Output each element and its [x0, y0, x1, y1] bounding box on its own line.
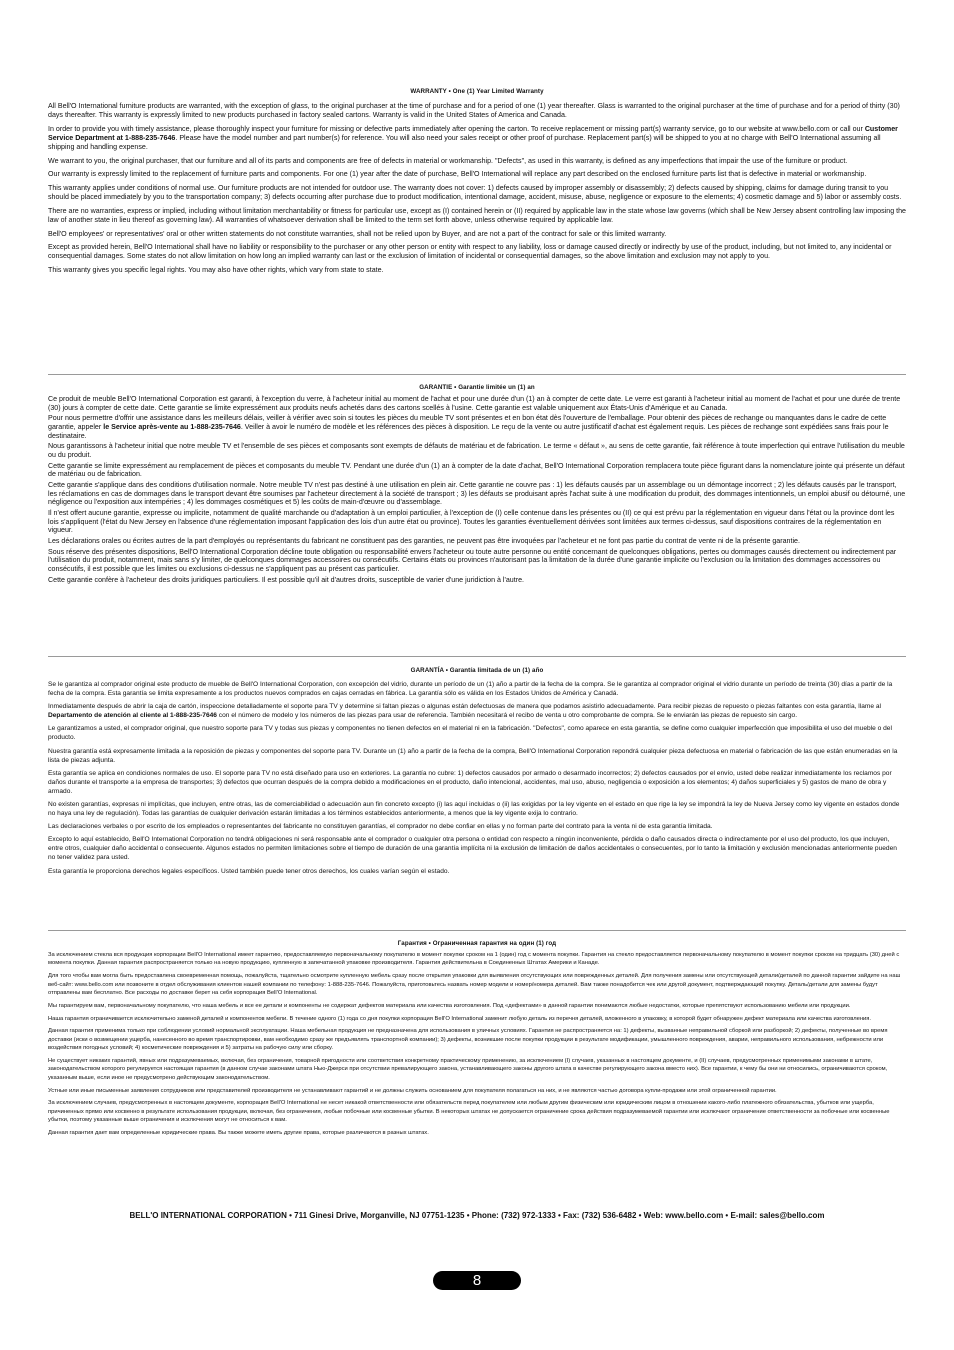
paragraph: Nuestra garantía está expresamente limitada a la reposición de piezas y componentes del soporte para TV. Durante un (1) año a partir de la fecha de la compra, Bell'O International Corporation repondrá cualquier pieza defectuosa en material o fabricación de las que están enumeradas en la lista de piezas adjunta. — [48, 747, 898, 764]
paragraph: Cette garantie s'applique dans des conditions d'utilisation normale. Notre meuble TV n'est pas destiné à une utilisation en plein air. Cette garantie ne couvre pas : 1) les défauts causés par un assemblage ou un démontage incorrect ; 2) les défauts causés par le transport, les réclamations en cas de dommages dans le transport devant être soumises par l'acheteur directement à la société de transport ; 3) les défauts se produisant après l'achat suite à une modification du produit, des dommages intentionnels, un emploi abusif ou détourné, une négligence ou l'exposition aux intempéries ; 4) les dommages cosmétiques et 5) les coûts de main-d'œuvre ou d'assemblage. — [48, 481, 906, 507]
paragraph: This warranty applies under conditions of normal use. Our furniture products are not intended for outdoor use. The warranty does not cover: 1) defects caused by improper assembly or disassembly; 2) defects caused by shipping, claims for damage during transit to you should be placed immediately by you to the transportation company; 3) defects occurring after purchase due to product modification, intentional damage, accident, misuse, abuse, negligence or exposure to the elements; 4) cosmetic damage and 5) labor or assembly costs. — [48, 183, 902, 202]
paragraph: Cette garantie confère à l'acheteur des droits juridiques particuliers. Il est possible qu'il ait d'autres droits, susceptible de varier d'une juridiction à l'autre. — [48, 575, 524, 584]
section-divider — [48, 374, 906, 375]
paragraph: Данная гарантия дает вам определенные юридические права. Вы также можете иметь другие права, которые различаются в разных штатах. — [48, 1130, 429, 1137]
paragraph: Excepto lo aquí establecido, Bell'O International Corporation no tendrá obligaciones ni será responsable ante el comprador o cualquier otra persona o entidad con respecto a ningún inconveniente, pérdida o daño causados directa o indirectamente por el uso del producto, los que incluyen, entre otros, cualquier daño accidental o consecuente. Algunos estados no permiten limitaciones sobre el tiempo de duración de una garantía implícita ni la exclusión de limitación de daños accidentales o consecuentes, por lo tanto la limitación y exclusión mencionadas anteriormente pueden no tener validez para usted. — [48, 836, 897, 862]
section-divider — [48, 930, 906, 931]
paragraph: Cette garantie se limite expressément au remplacement de pièces et composants du meuble TV. Pendant une durée d'un (1) an à compter de la date d'achat, Bell'O International Corporation remplacera toute pièce figurant dans la nomenclature jointe qui présente un défaut de matériau ou de fabrication. — [48, 461, 905, 479]
paragraph: In order to provide you with timely assistance, please thoroughly inspect your furniture for missing or defective parts immediately after opening the carton. To receive replacement or missing part(s) warranty service, go to our website at www.bello.com or call our Customer Service Department at 1-888-235-7646. Please have the model number and part number(s) for reference. You will also need your sales receipt or other proof of purchase. Replacement part(s) will be shipped to you at no charge with Bell'O International assuming all shipping and handling expense. — [48, 124, 898, 152]
paragraph: Nous garantissons à l'acheteur initial que notre meuble TV et l'ensemble de ses pièces et composants sont exempts de défauts de matériau et de fabrication. Le terme « défaut », au sens de cette garantie, fait référence à toute imperfection qui entrave l'utilisation du meuble ou du produit. — [48, 442, 905, 459]
company-footer: BELL'O INTERNATIONAL CORPORATION • 711 Ginesi Drive, Morganville, NJ 07751-1235 • Phone: (732) 972-1333 • Fax: (732) 536-6482 • Web: www.bello.com • E-mail: sales@bello.com — [129, 1211, 825, 1220]
paragraph: Данная гарантия применима только при соблюдении условий нормальной эксплуатации. Наша мебельная продукция не предназначена для использования в уличных условиях. Гарантия не распространяется на: 1) дефекты, вызванные неправильной сборкой или разборкой; 2) дефекты, полученные во время доставки (иски о возмещении ущерба, нанесенного во время транспортировки, вам необходимо сразу же предъявлять транспортной компании); 3) дефекты, возникшие после покупки продукции в результате модификации, умышленного повреждения, аварии, неправильного использования, небрежности или воздействия погодных условий; 4) косметические повреждения и 5) затраты на рабочую силу или сборку. — [48, 1028, 888, 1052]
paragraph: Il n'est offert aucune garantie, expresse ou implicite, notamment de qualité marchande ou d'adaptation à un emploi particulier, à l'exception de (I) celle contenue dans les présentes ou (II) ce qui est prévu par la réglementation en vigueur dans l'état ou la province dont les lois s'appliquent (l'état du New Jersey en l'absence d'une réglementation imposant l'application des lois d'un autre état ou province). Toutes les garanties éventuellement dérivées sont limitées aux termes ci-dessus, sauf dispositions contraires de la réglementation en vigueur. — [48, 509, 895, 535]
paragraph: Sous réserve des présentes dispositions, Bell'O International Corporation décline toute obligation ou responsabilité envers l'acheteur ou toute autre personne ou entité concernant de quelconques obligations, pertes ou dommages causés directement ou indirectement par l'utilisation du produit, notamment, mais sans s'y limiter, de quelconques dommages accessoires ou consécutifs. Certains états ou provinces n'autorisant pas la limitation de la durée d'une garantie implicite ou l'exclusion ou la limitation des dommages accessoires ou consécutifs, il est possible que les limites ou exclusions ci-dessus ne s'appliquent pas au présent cas particulier. — [48, 547, 897, 573]
paragraph: Inmediatamente después de abrir la caja de cartón, inspeccione detalladamente el soporte para TV y determine si faltan piezas o algunas están defectuosas de manera que podamos asistirlo adecuadamente. Para recibir piezas de repuesto o piezas faltantes con esta garantía, llame al Departamento de atención al cliente al 1-888-235-7646 con el número de modelo y los números de las piezas para usar de referencia. También necesitará el recibo de venta u otro comprobante de compra. Se le enviarán las piezas de repuesto sin cargo. — [48, 703, 882, 720]
paragraph: Bell'O employees' or representatives' oral or other written statements do not constitute warranties, shall not be relied upon by Buyer, and are not a part of the contract for sale or this limited warranty. — [48, 229, 667, 238]
paragraph: Ce produit de meuble Bell'O International Corporation est garanti, à l'exception du verre, à l'acheteur initial au moment de l'achat et pour une durée d'un (1) an à compter de cette date. Le verre est garanti à l'acheteur initial au moment de l'achat et pour une durée de trente (30) jours à compter de cette date. Cette garantie se limite expressément aux produits neufs achetés dans des cartons scellés à l'usine. Cette garantie est valable uniquement aux États-Unis d'Amérique et au Canada. — [48, 395, 901, 412]
paragraph: This warranty gives you specific legal rights. You may also have other rights, which vary from state to state. — [48, 265, 384, 274]
section-title: WARRANTY • One (1) Year Limited Warranty — [410, 88, 544, 95]
paragraph: We warrant to you, the original purchaser, that our furniture and all of its parts and components are free of defects in material or workmanship. "Defects", as used in this warranty, is defined as any imperfections that impair the use of the furniture or product. — [48, 156, 848, 165]
warranty-section-french — [48, 384, 906, 646]
paragraph: За исключением стекла вся продукция корпорации Bell'O International имеет гарантию, предоставляемую первоначальному покупателю в момент покупки сроком на 1 (один) год с момента покупки. Гарантия на стекло предоставляется первоначальному покупателю в момент покупки сроком на тридцать (30) дней с момента покупки. Данная гарантия распространяется только на новую продукцию, купленную в запечатанной упаковке производителя. Гарантия действительна в Соединенных Штатах Америки и Канаде. — [48, 952, 900, 967]
paragraph: За исключением случаев, предусмотренных в настоящем документе, корпорация Bell'O International не несет никакой ответственности или обязательств перед покупателем или любым другим физическим или юридическим лицом в отношении какого-либо платежного обязательства, убытков или ущерба, причиненных прямо или косвенно в результате использования продукции, включая, без ограничения, любые побочные или косвенные убытки. В некоторых штатах не допускается ограничение срока действия подразумеваемой гарантии или исключают ограничение ответственности за побочные или косвенные убытки, поэтому указанные выше ограничения и исключения могут не относиться к вам. — [48, 1100, 890, 1124]
warranty-section-spanish — [48, 667, 906, 922]
page-number: 8 — [433, 1271, 521, 1290]
section-divider — [48, 656, 906, 657]
paragraph: Esta garantía le proporciona derechos legales específicos. Usted también puede tener otros derechos, los cuales varían según el estado. — [48, 867, 450, 875]
paragraph: Las declaraciones verbales o por escrito de los empleados o representantes del fabricante no constituyen garantías, el comprador no debe confiar en ellas y no forman parte del contrato para la venta ni de esta garantía limitada. — [48, 823, 713, 831]
paragraph: All Bell'O International furniture products are warranted, with the exception of glass, to the original purchaser at the time of purchase and for a period of one (1) year thereafter. Glass is warranted to the original purchaser at the time of purchase and for a period of thirty (30) days thereafter. This warranty is expressly limited to new products purchased in factory sealed cartons. Warranty is valid in the United States of America and Canada. — [48, 102, 900, 120]
paragraph: No existen garantías, expresas ni implícitas, que incluyen, entre otras, las de comerciabilidad o adecuación aun fin concreto excepto (i) las aquí incluidas o (ii) las exigidas por la ley vigente en el estado en que rige la ley se impondrá la ley de Nueva Jersey como ley vigente en estados donde no haya una ley de regulación). Todas las garantías de cualquier derivación estarán limitadas a los términos establecidos anteriormente, a menos que la ley vigente exija lo contrario. — [48, 800, 900, 817]
section-title: Гарантия • Ограниченная гарантия на один (1) год — [397, 940, 557, 947]
paragraph: Our warranty is expressly limited to the replacement of furniture parts and components. For one (1) year after the date of purchase, Bell'O International will replace any part described on the enclosed furniture parts list that is defective in material or workmanship. — [48, 170, 867, 179]
paragraph: Для того чтобы вам могла быть предоставлена своевременная помощь, пожалуйста, тщательно осмотрите купленную мебель сразу после открытия упаковки для выявления отсутствующих или поврежденных деталей. Для получения замены или отсутствующей детали/деталей по данной гарантии зайдите на наш веб-сайт: www.bello.com или позвоните в отдел обслуживания клиентов нашей компании по телефону: 1-888-235-7646. Пожалуйста, приготовьтесь назвать номер модели и номер/номера деталей. Вам также понадобится чек или другой документ, подтверждающий покупку. Деталь/детали для замены будут отправлены вам бесплатно. Все расходы по доставке берет на себя корпорация Bell'O International. — [48, 973, 901, 997]
warranty-section-russian — [48, 940, 906, 1137]
paragraph: Les déclarations orales ou écrites autres de la part d'employés ou représentants du fabricant ne constituent pas des garanties, ne peuvent pas être invoquées par l'acheteur et ne font pas partie du contrat de vente ni de la présente garantie. — [48, 537, 800, 546]
paragraph: Except as provided herein, Bell'O International shall have no liability or responsibility to the purchaser or any other person or entity with respect to any liability, loss or damage caused directly or indirectly by use of the product, including, but not limited to, any incidental or consequential damages. Some states do not allow limitation on how long an implied warranty can last or the exclusion of limitation of incidental or consequential damages, so the above limitation and exclusion may not apply to you. — [48, 243, 892, 261]
warranty-page — [48, 88, 906, 1142]
paragraph: Le garantizamos a usted, el comprador original, que nuestro soporte para TV y todas sus piezas y componentes no tienen defectos en el material ni en la fabricación. "Defectos", como aparece en esta garantía, se define como cualquier imperfección que imposibilita el uso del mueble o del producto. — [48, 725, 892, 742]
warranty-section-english — [48, 88, 906, 360]
paragraph: Se le garantiza al comprador original este producto de mueble de Bell'O International Corporation, con excepción del vidrio, durante un período de un (1) año a partir de la fecha de la compra. Se le garantiza al comprador original el vidrio durante un período de treinta (30) días a partir de la fecha de la compra. Esta garantía se limita expresamente a los productos nuevos comprados en cajas cerradas en fábrica. La garantía sólo es válida en los Estados Unidos de América y Canadá. — [48, 681, 893, 697]
paragraph: Устные или иные письменные заявления сотрудников или представителей производителя не устанавливают гарантий и не должны служить основанием для покупателя полагаться на них, и не являются частью договора купли-продажи или этой ограниченной гарантии. — [48, 1087, 777, 1094]
paragraph: Мы гарантируем вам, первоначальному покупателю, что наша мебель и все ее детали и компоненты не содержат дефектов материала или качества изготовления. Под «дефектами» в данной гарантии понимаются любые недостатки, которые препятствуют использованию мебели или продукции. — [48, 1002, 851, 1009]
paragraph: Наша гарантия ограничивается исключительно заменой деталей и компонентов мебели. В течение одного (1) года со дня покупки корпорация Bell'O International заменит любую деталь из перечня деталей, вложенного в упаковку, в которой будет обнаружен дефект материала или качества изготовления. — [48, 1015, 872, 1022]
paragraph: Esta garantía se aplica en condiciones normales de uso. El soporte para TV no está diseñado para uso en exteriores. La garantía no cubre: 1) defectos causados por armado o desarmado incorrectos; 2) defectos causados por el envío, usted debe realizar inmediatamente los reclamos por daños durante el transporte a la empresa de transportes; 3) defectos que ocurran después de la compra debido a modificaciones en el producto, daño intencional, accidentes, mal uso, abuso, negligencia o exposición a los elementos; 4) daños superficiales y 5) gastos de mano de obra y armado. — [48, 769, 892, 795]
paragraph: There are no warranties, express or implied, including without limitation merchantability or fitness for particular use, except as (I) contained herein or (II) required by applicable law in the state whose law governs (which shall be New Jersey absent controlling law imposing the law of another state in lieu thereof as governing law). All warranties of whatsoever derivation shall be limited to the term set forth above, unless otherwise required by applicable law. — [48, 206, 906, 224]
section-title: GARANTIE • Garantie limitée un (1) an — [419, 384, 535, 391]
paragraph: Не существует никаких гарантий, явных или подразумеваемых, включая, без ограничения, товарной пригодности или соответствия конкретному практическому применению, за исключением (I) случаев, указанных в настоящем документе, и (II) случаев, предусмотренных применимыми законами в штате, законодательством которого регулируется настоящая гарантия (в данном случае законами штата Нью-Джерси при отсутствии превалирующего закона, устанавливающего законы другого штата в качестве регулирующего закона вместо них). Все гарантии, к чему бы они ни относились, ограничиваются сроком, указанным выше, если иное не предусмотрено действующим законодательством. — [48, 1058, 888, 1081]
section-title: GARANTÍA • Garantía limitada de un (1) año — [410, 667, 544, 674]
paragraph: Pour nous permettre d'offrir une assistance dans les meilleurs délais, veiller à vérifier avec soin si toutes les pièces du meuble TV sont présentes et en bon état dès l'ouverture de l'emballage. Pour obtenir des pièces de rechange ou manquantes dans le cadre de cette garantie, appeler le Service après-vente au 1-888-235-7646. Veiller à avoir le numéro de modèle et les références des pièces à disposition. Le reçu de la vente ou autre justificatif d'achat est également requis. Les pièces de rechange sont expédiées sans frais pour le destinataire. — [48, 414, 889, 440]
